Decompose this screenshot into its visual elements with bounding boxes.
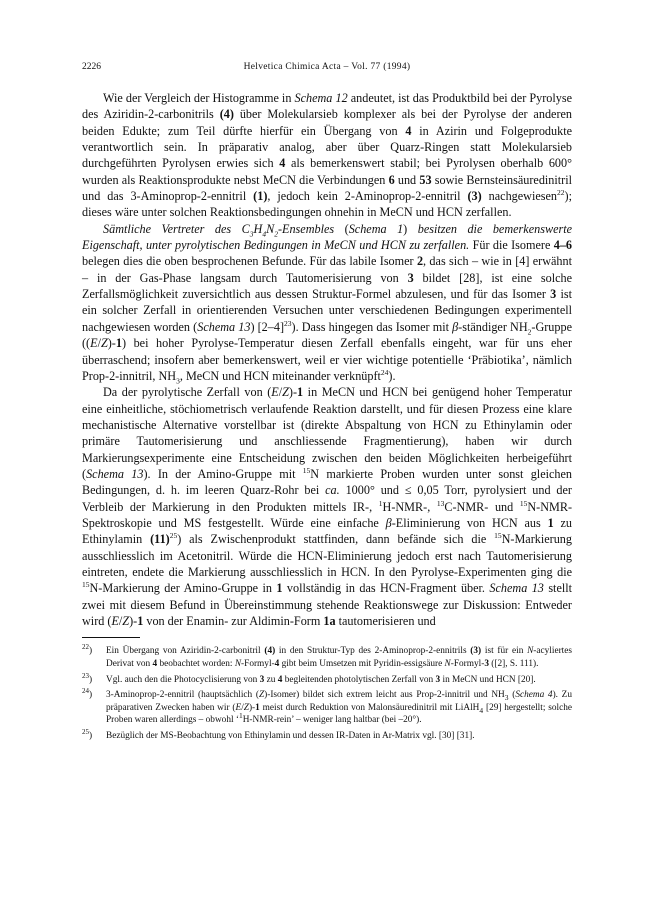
footnote-marker: $^{24}$) xyxy=(82,687,93,701)
paragraph-2: Sämtliche Vertreter des $C_3H_4N_2$-Ensembles (Schema 1) besitzen die bemerkenswerte Eigenschaft, unter pyrolytischen Bedingungen in MeCN und HCN zu zerfallen. Für die Isomere 4–6 belegen dies die oben besprochenen Befunde. Für das labile Isomer 2, das sich – wie in [4] erwähnt – in der Gas-Phase langsam durch Tautomerisierung von 3 bildet [28], ist eine solche Zerfallsmöglichkeit zuversichtlich aus dessen Struktur-Formel abzulesen, und für das Isomer 3 ist ein solcher Zerfall in orientierenden Versuchen unter verschiedenen Bedingungen experimentell nachgewiesen worden (Schema 13) $[2-4]^{23}$). Dass hingegen das Isomer mit β-ständiger $NH_2$-Gruppe ((E/Z)-1) bei hoher Pyrolyse-Temperatur diesen Zerfall ebenfalls eingeht, war für uns eher überraschend; insofern aber bemerkenswert, weil er vier wichtige potentielle ‘Präbiotika’, nämlich Prop-2-innitril, $NH_3$, MeCN und HCN miteinander verknüpft$^{24}$). xyxy=(82,221,573,386)
footnote-23: $^{23}$) Vgl. auch den die Photocyclisierung von 3 zu 4 begleitenden photolytischen Zerfall von 3 in MeCN und HCN [20]. xyxy=(82,671,536,685)
footnote-25: $^{25}$) Bezüglich der MS-Beobachtung von Ethinylamin und dessen IR-Daten in Ar-Matrix vgl. [30] [31]. xyxy=(82,727,475,741)
page-number: 2226 xyxy=(82,62,101,72)
footnote-separator xyxy=(82,637,140,638)
paragraph-3: Da der pyrolytische Zerfall von (E/Z)-1 in MeCN und HCN bei genügend hoher Temperatur eine einheitliche, stöchiometrisch verlaufende Reaktion darstellt, und für diesen Prozess eine klare mechanistische Alternative vorstellbar ist (direkte Abspaltung von HCN zu Ethinylamin oder primäre Tautomerisierung und anschliessende Fragmentierung), haben wir durch Markierungsexperimente eine Entscheidung zwischen den beiden Möglichkeiten herbeigeführt (Schema 13). In der Amino-Gruppe mit $^{15}$N markierte Proben wurden unter sonst gleichen Bedingungen, d. h. im leeren Quarz-Rohr bei ca. 1000° und ≤ 0,05 Torr, pyrolysiert und der Verbleib der Markierung in den Produkten mittels IR-, $^1$H-NMR-, $^{13}$C-NMR- und $^{15}$N-NMR-Spektroskopie und MS festgestellt. Würde eine einfache β-Eliminierung von HCN aus 1 zu Ethinylamin $(11)^{25}$) als Zwischenprodukt stattfinden, dann befände sich die $^{15}$N-Markierung ausschliesslich im Acetonitril. Würde die HCN-Eliminierung jedoch erst nach Tautomerisierung eintreten, endete die Markierung ausschliesslich in HCN. In den Pyrolyse-Experimenten ging die $^{15}$N-Markierung der Amino-Gruppe in 1 vollständig in das HCN-Fragment über. Schema 13 stellt zwei mit diesem Befund in Übereinstimmung stehende Reaktionswege zur Diskussion: Entweder wird (E/Z)-1 von der Enamin- zur Aldimin-Form 1a tautomerisieren und xyxy=(82,385,573,628)
page xyxy=(82,62,572,746)
running-header xyxy=(82,62,572,78)
footnote-marker: $^{25}$) xyxy=(82,727,93,741)
paragraph-1: Wie der Vergleich der Histogramme in Schema 12 andeutet, ist das Produktbild bei der Pyrolyse des Aziridin-2-carbonitrils (4) über Molekularsieb komplexer als bei der Pyrolyse der anderen beiden Edukte; zum Teil dürfte hierfür ein Übergang von 4 in Azirin und Folgeprodukte verantwortlich sein. In präparativ analog, aber über Quarz-Ringen statt Molekularsieb durchgeführten Pyrolysen erwies sich 4 als bemerkenswert stabil; bei Pyrolysen oberhalb 600° wurden als Reaktionsprodukte nebst MeCN die Verbindungen 6 und 53 sowie Bernsteinsäuredinitril und das 3-Aminoprop-2-ennitril (1), jedoch kein 2-Aminoprop-2-ennitril (3) nachgewiesen$^{22}$); dieses wäre unter solchen Reaktionsbedingungen ohnehin in MeCN und HCN zerfallen. xyxy=(82,91,573,220)
footnote-24: $^{24}$) 3-Aminoprop-2-ennitril (hauptsächlich (Z)-Isomer) bildet sich extrem leicht aus Prop-2-innitril und $NH_3$ (Schema 4). Zu präparativen Zwecken haben wir (E/Z)-1 meist durch Reduktion von Malonsäuredinitril mit LiAlH$_4$ [29] hergestellt; solche Proben waren allerdings – obwohl ‘$^1$H-NMR-rein’ – weniger lang haltbar (bei –20°). xyxy=(82,687,572,726)
footnote-22: $^{22}$) Ein Übergang von Aziridin-2-carbonitril (4) in den Struktur-Typ des 2-Aminoprop-2-ennitrils (3) ist für ein N-acyliertes Derivat von 4 beobachtet worden: N-Formyl-4 gibt beim Umsetzen mit Pyridin-essigsäure N-Formyl-3 ([2], S. 111). xyxy=(82,643,572,669)
footnote-marker: $^{22}$) xyxy=(82,643,93,657)
footnote-marker: $^{23}$) xyxy=(82,671,93,685)
journal-title: Helvetica Chimica Acta – Vol. 77 (1994) xyxy=(243,62,411,72)
